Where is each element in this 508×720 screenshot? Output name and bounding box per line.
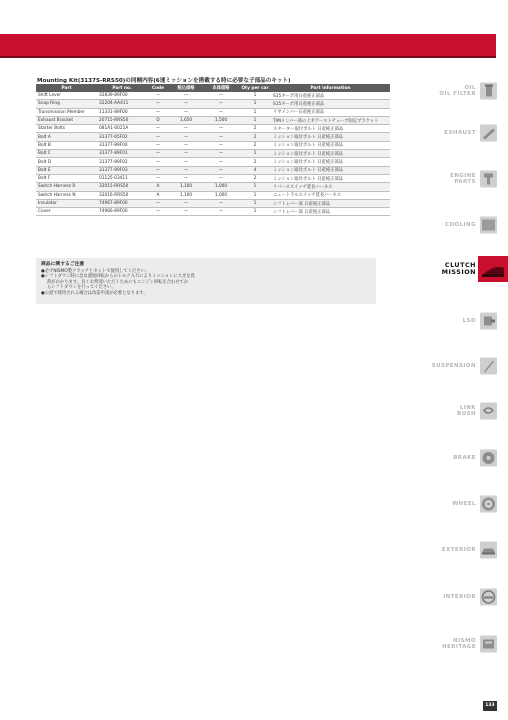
table-cell: Starter Bolts — [36, 125, 97, 133]
interior-icon — [480, 589, 497, 606]
top-banner — [0, 34, 496, 56]
table-row — [36, 92, 390, 100]
table-row — [36, 100, 390, 108]
table-cell: — — [203, 133, 239, 141]
oil-filter-icon — [480, 83, 497, 100]
table-cell: — — [169, 108, 203, 116]
table-cell: 1 — [239, 208, 271, 216]
table-cell: 4 — [239, 166, 271, 174]
table-cell: ミッション取付ボルト 日産純正部品 — [271, 141, 390, 149]
nav-item-heritage[interactable] — [410, 631, 508, 657]
section-title: Mounting Kit(3137S-RRS50)の同梱内容(6速ミッションを搭載する時に必要な子部品のキット) — [37, 78, 291, 84]
table-cell: — — [169, 208, 203, 216]
table-cell: — — [147, 108, 169, 116]
table-row — [36, 133, 390, 141]
table-cell: 32016-RRS50 — [97, 191, 147, 199]
suspension-icon — [480, 358, 497, 375]
nav-item-suspension[interactable] — [410, 353, 508, 379]
table-cell: 1,650 — [169, 116, 203, 124]
table-cell: 1,000 — [203, 183, 239, 191]
table-cell: 31377-89F00 — [97, 141, 147, 149]
table-cell: — — [203, 92, 239, 100]
table-cell: 31377-89F02 — [97, 158, 147, 166]
table-cell: — — [169, 166, 203, 174]
link-bush-icon — [480, 403, 497, 420]
nav-item-wheel[interactable] — [410, 491, 508, 517]
nav-item-interior[interactable] — [410, 584, 508, 610]
table-cell: 1 — [239, 108, 271, 116]
table-row — [36, 125, 390, 133]
nav-item-label: WHEEL — [452, 501, 476, 507]
table-cell: 2 — [239, 125, 271, 133]
parts-table — [36, 84, 390, 216]
table-cell: Switch Harness R — [36, 183, 97, 191]
top-banner-rule — [0, 56, 496, 58]
note-line: 荷がかかります。良くお判別いただくためにもエンジン回転を合わせてか — [47, 279, 189, 285]
nav-item-label: EXHAUST — [444, 130, 476, 136]
table-cell: — — [147, 92, 169, 100]
table-cell: — — [169, 100, 203, 108]
engine-parts-icon — [480, 171, 497, 188]
table-cell: ミッション取付ボルト 日産純正部品 — [271, 158, 390, 166]
table-cell: Cover — [36, 208, 97, 216]
wheel-icon — [480, 496, 497, 513]
table-row — [36, 150, 390, 158]
table-cell: Bolt B — [36, 141, 97, 149]
table-cell: — — [203, 199, 239, 207]
table-cell: — — [147, 158, 169, 166]
table-cell: — — [147, 199, 169, 207]
table-cell: 2 — [239, 133, 271, 141]
table-cell: Exhaust Bracket — [36, 116, 97, 124]
cooling-icon — [480, 217, 497, 234]
table-cell: Bolt E — [36, 166, 97, 174]
table-cell: 1 — [239, 92, 271, 100]
table-cell: 32204-AA411 — [97, 100, 147, 108]
table-cell: D — [147, 116, 169, 124]
table-cell: — — [169, 199, 203, 207]
notes-title: 商品に関するご注意 — [41, 262, 85, 267]
table-cell: — — [169, 158, 203, 166]
table-cell: 2 — [239, 141, 271, 149]
nav-item-engine-parts[interactable] — [410, 166, 508, 192]
table-row — [36, 191, 390, 199]
table-cell: Bolt F — [36, 174, 97, 182]
table-row — [36, 166, 390, 174]
table-cell: 1 — [239, 199, 271, 207]
table-cell: — — [147, 125, 169, 133]
table-cell: 1 — [239, 150, 271, 158]
table-cell: — — [169, 141, 203, 149]
table-cell: — — [203, 141, 239, 149]
table-cell: — — [203, 125, 239, 133]
nav-item-brake[interactable] — [410, 445, 508, 471]
table-cell: A — [147, 183, 169, 191]
table-cell: リバーススイッチ延長ハーネス — [271, 183, 390, 191]
table-cell: — — [203, 108, 239, 116]
table-cell: 1,100 — [169, 191, 203, 199]
table-cell: 1 — [239, 183, 271, 191]
table-cell: 31377-89F03 — [97, 166, 147, 174]
nav-item-label: NISMO HERITAGE — [442, 638, 476, 650]
table-cell: 081A1-0021A — [97, 125, 147, 133]
nav-item-label: LINK BUSH — [457, 405, 476, 417]
page-number: 133 — [483, 701, 497, 711]
table-row — [36, 141, 390, 149]
nav-item-exhaust[interactable] — [410, 120, 508, 146]
col-header-part: Part — [36, 84, 97, 92]
col-header-price: 本体価格 — [203, 84, 239, 92]
table-cell: ニュートラルスイッチ延長ハーネス — [271, 191, 390, 199]
table-row — [36, 208, 390, 216]
table-cell: — — [147, 174, 169, 182]
table-cell: 1 — [239, 191, 271, 199]
col-header-code: Code — [147, 84, 169, 92]
table-cell: — — [203, 174, 239, 182]
table-cell: — — [203, 166, 239, 174]
nav-item-label: INTERIOR — [443, 594, 476, 600]
nav-item-lsd[interactable] — [410, 308, 508, 334]
table-cell: 01125-03411 — [97, 174, 147, 182]
nav-item-label: CLUTCH MISSION — [441, 261, 476, 276]
clutch-icon — [478, 256, 508, 282]
table-row — [36, 199, 390, 207]
table-cell: — — [147, 141, 169, 149]
table-cell: 74966-89F00 — [97, 208, 147, 216]
table-cell: 1 — [239, 116, 271, 124]
table-cell: ミッション取付ボルト 日産純正部品 — [271, 174, 390, 182]
table-cell: Bolt C — [36, 150, 97, 158]
table-cell: 1 — [239, 100, 271, 108]
col-header-part-no: Part no. — [97, 84, 147, 92]
table-cell: ミッション取付ボルト 日産純正部品 — [271, 150, 390, 158]
exterior-icon — [480, 542, 497, 559]
lsd-icon — [480, 313, 497, 330]
nav-item-oil-filter[interactable] — [410, 78, 508, 104]
table-cell: 1,000 — [203, 191, 239, 199]
table-cell: Bolt A — [36, 133, 97, 141]
col-header-info: Part information — [271, 84, 390, 92]
table-cell: Insulator — [36, 199, 97, 207]
table-cell: スターター取付ボルト 日産純正部品 — [271, 125, 390, 133]
table-cell: リヤメンバー日産純正部品 — [271, 108, 390, 116]
table-cell: — — [147, 100, 169, 108]
nav-item-clutch[interactable] — [410, 256, 508, 282]
table-cell: ミッション取付ボルト 日産純正部品 — [271, 166, 390, 174]
nav-item-exterior[interactable] — [410, 537, 508, 563]
note-line: らシフトダウンを行ってください。 — [47, 285, 116, 291]
table-row — [36, 108, 390, 116]
table-row — [36, 174, 390, 182]
nav-item-label: BRAKE — [453, 455, 476, 461]
table-cell: Switch Harness N — [36, 191, 97, 199]
table-cell: A — [147, 191, 169, 199]
table-cell: Snap Ring — [36, 100, 97, 108]
col-header-price-tax: 税込価格 — [169, 84, 203, 92]
table-cell: — — [203, 158, 239, 166]
table-cell: — — [203, 150, 239, 158]
table-cell: — — [169, 125, 203, 133]
note-line: ●シフトダウン時に急な過度回転からのトルク入力によりミッションに大きな負 — [41, 274, 195, 280]
table-cell: ミッション取付ボルト 日産純正部品 — [271, 133, 390, 141]
nav-item-label: ENGINE PARTS — [450, 173, 476, 185]
table-cell: 31377-89F01 — [97, 150, 147, 158]
table-cell: シフトレバー部 日産純正部品 — [271, 208, 390, 216]
table-cell: — — [169, 92, 203, 100]
table-cell: 11331-89F00 — [97, 108, 147, 116]
table-cell: — — [203, 208, 239, 216]
table-cell: Transmission Member — [36, 108, 97, 116]
note-line: ●必ずNISMO製クラッチとセットで使用してください。 — [41, 268, 150, 274]
nav-item-label: EXTERIOR — [441, 547, 476, 553]
table-cell: 2 — [239, 174, 271, 182]
nav-item-cooling[interactable] — [410, 212, 508, 238]
table-cell: — — [147, 133, 169, 141]
table-cell: — — [169, 150, 203, 158]
table-cell: 74967-89F00 — [97, 199, 147, 207]
table-cell: — — [203, 100, 239, 108]
table-cell: 31377-65F02 — [97, 133, 147, 141]
table-cell: S15ターボ用日産純正部品 — [271, 92, 390, 100]
table-cell: 32839-89F00 — [97, 92, 147, 100]
brake-icon — [480, 450, 497, 467]
table-cell: — — [169, 133, 203, 141]
table-cell: — — [169, 174, 203, 182]
table-cell: — — [147, 150, 169, 158]
table-cell: T/Mメンバー部の上ギアーストチューブ固定ブラケット — [271, 116, 390, 124]
nav-item-label: LSD — [462, 318, 476, 324]
exhaust-icon — [480, 125, 497, 142]
table-cell: Bolt D — [36, 158, 97, 166]
nav-item-link-bush[interactable] — [410, 398, 508, 424]
note-line: ●公道で使用される場合は改造申請が必要となります。 — [41, 290, 148, 296]
table-row — [36, 116, 390, 124]
heritage-icon — [480, 636, 497, 653]
table-cell: 2 — [239, 158, 271, 166]
nav-item-label: SUSPENSION — [431, 363, 476, 369]
table-header-row — [36, 84, 390, 92]
table-cell: — — [147, 166, 169, 174]
notes-box — [36, 258, 376, 304]
table-cell: 1,100 — [169, 183, 203, 191]
nav-item-label: OIL OIL FILTER — [439, 85, 476, 97]
table-row — [36, 158, 390, 166]
nav-item-label: COOLING — [445, 222, 476, 228]
table-row — [36, 183, 390, 191]
table-cell: 32015-RRS50 — [97, 183, 147, 191]
table-cell: 20715-RRS50 — [97, 116, 147, 124]
table-cell: シフトレバー部 日産純正部品 — [271, 199, 390, 207]
table-cell: Shift Lever — [36, 92, 97, 100]
table-cell: S15ターボ用日産純正部品 — [271, 100, 390, 108]
table-cell: — — [147, 208, 169, 216]
col-header-qty: Qty per car — [239, 84, 271, 92]
table-cell: 1,500 — [203, 116, 239, 124]
